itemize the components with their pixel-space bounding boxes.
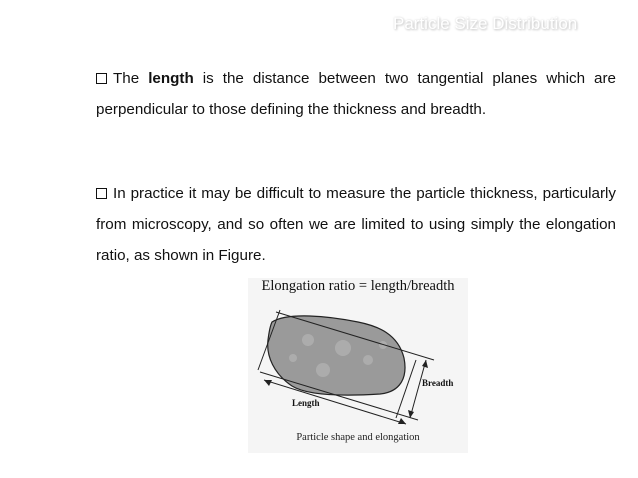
paragraph-1-before: The <box>113 70 149 87</box>
figure-caption: Particle shape and elongation <box>296 432 420 443</box>
paragraph-2-text: In practice it may be difficult to measure the particle thickness, particularly from microscopy, and so often we are limited to using simply the elongation ratio, as shown in Figure. <box>96 185 616 264</box>
elongation-figure <box>248 278 468 453</box>
length-label: Length <box>292 398 320 408</box>
paragraph-1-after: is the distance between two tangential planes which are perpendicular to those defining the thickness and breadth. <box>96 70 616 118</box>
square-bullet-icon <box>96 73 107 84</box>
figure-title: Elongation ratio = length/breadth <box>261 278 455 294</box>
paragraph-1-bold-term: length <box>148 70 194 87</box>
slide-title: Particle Size Distribution <box>393 14 578 33</box>
square-bullet-icon <box>96 188 107 199</box>
paragraph-elongation-practice <box>96 178 616 271</box>
paragraph-length-definition <box>96 63 616 125</box>
breadth-arrow <box>410 360 426 418</box>
particle-diagram <box>248 300 468 432</box>
particle-shape <box>268 316 405 395</box>
breadth-label: Breadth <box>422 378 454 388</box>
